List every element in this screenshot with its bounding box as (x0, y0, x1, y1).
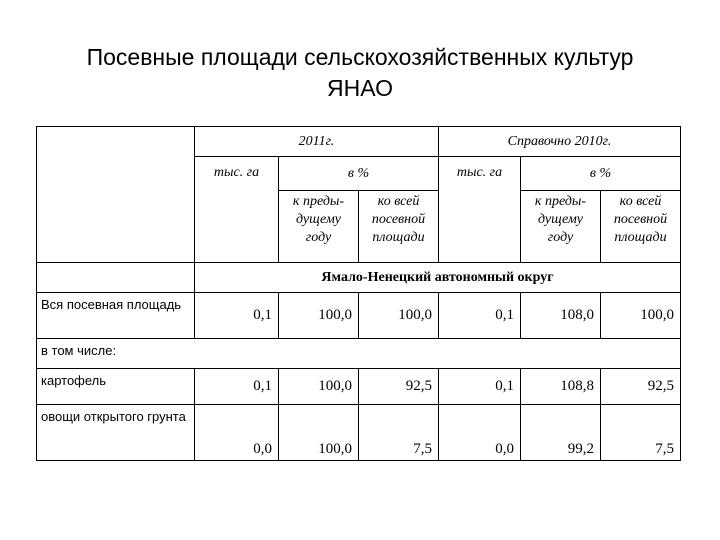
cell-potato-2: 100,0 (279, 369, 359, 405)
cell-total-4: 0,1 (439, 293, 521, 339)
region-heading: Ямало-Ненецкий автономный округ (195, 263, 681, 293)
header-percent-2011: в % (279, 157, 439, 191)
row-label-total: Вся посевная площадь (37, 293, 195, 339)
header-year-2011: 2011г. (195, 127, 439, 157)
header-percent-2010: в % (521, 157, 681, 191)
cell-potato-4: 0,1 (439, 369, 521, 405)
cell-total-1: 0,1 (195, 293, 279, 339)
title-line-1: Посевные площади сельскохозяйственных культур (86, 44, 634, 70)
cell-total-2: 100,0 (279, 293, 359, 339)
cell-potato-1: 0,1 (195, 369, 279, 405)
cell-potato-5: 108,8 (521, 369, 601, 405)
header-unit-2010: тыс. га (439, 157, 521, 263)
cell-veg-6: 7,5 (601, 405, 681, 461)
header-total-area-2011: ко всей посевной площади (359, 191, 439, 263)
cell-potato-6: 92,5 (601, 369, 681, 405)
header-prev-year-2010: к преды-дущему году (521, 191, 601, 263)
crop-area-table (36, 126, 681, 461)
subheading-including: в том числе: (37, 339, 681, 369)
header-prev-year-2011: к преды-дущему году (279, 191, 359, 263)
header-year-2010: Справочно 2010г. (439, 127, 681, 157)
header-empty-cell (37, 127, 195, 263)
row-label-vegetables: овощи открытого грунта (37, 405, 195, 461)
cell-total-5: 108,0 (521, 293, 601, 339)
region-empty-cell (37, 263, 195, 293)
cell-veg-3: 7,5 (359, 405, 439, 461)
cell-total-6: 100,0 (601, 293, 681, 339)
cell-veg-1: 0,0 (195, 405, 279, 461)
title-line-2: ЯНАО (327, 75, 393, 101)
cell-veg-5: 99,2 (521, 405, 601, 461)
cell-veg-2: 100,0 (279, 405, 359, 461)
page-title (40, 42, 680, 104)
header-total-area-2010: ко всей посевной площади (601, 191, 681, 263)
row-label-potato: картофель (37, 369, 195, 405)
cell-potato-3: 92,5 (359, 369, 439, 405)
header-unit-2011: тыс. га (195, 157, 279, 263)
cell-veg-4: 0,0 (439, 405, 521, 461)
cell-total-3: 100,0 (359, 293, 439, 339)
